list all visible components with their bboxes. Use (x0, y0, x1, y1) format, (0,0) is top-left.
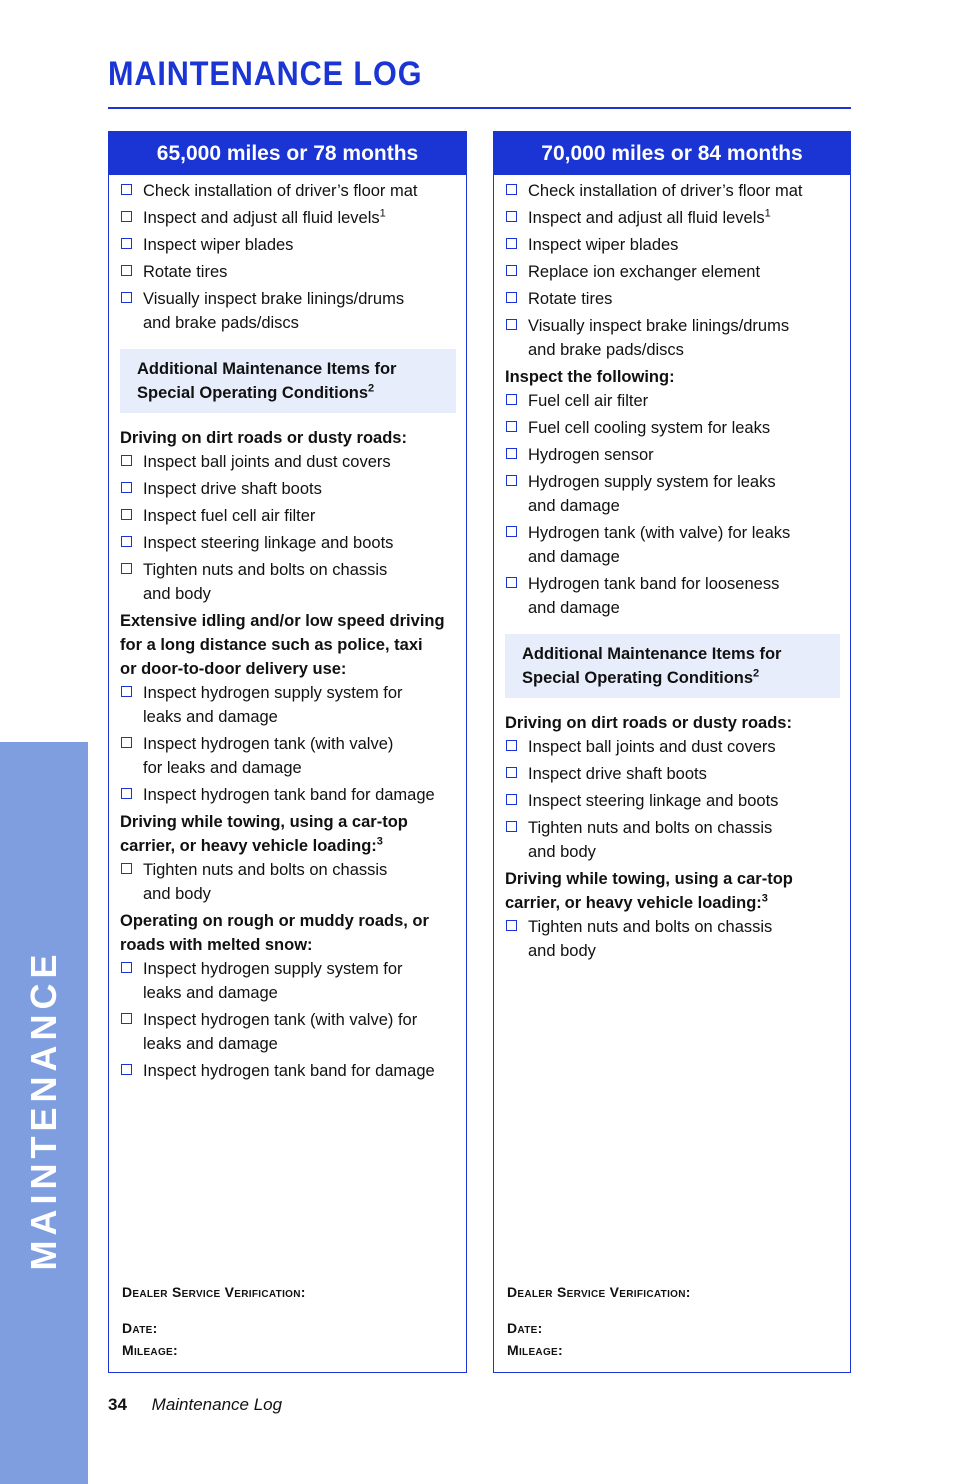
section-heading (120, 810, 456, 858)
checkbox[interactable] (506, 184, 517, 195)
checklist-item-text: Hydrogen tank (with valve) for leaks and damage (528, 524, 791, 566)
checklist-item (505, 179, 840, 203)
checklist-item (120, 287, 456, 335)
checklist-item (505, 206, 840, 230)
column-header: 70,000 miles or 84 months (494, 132, 850, 175)
checkbox[interactable] (506, 211, 517, 222)
checklist-item (505, 314, 840, 362)
checkbox[interactable] (121, 962, 132, 973)
footnote-marker: 1 (764, 207, 771, 220)
section-heading-text: Driving while towing, using a car-top carrier, or heavy vehicle loading: (505, 870, 793, 912)
checklist-item-text: Inspect ball joints and dust covers (528, 738, 776, 756)
section-heading (120, 426, 456, 450)
checklist-item-text: Inspect hydrogen tank (with valve) for leaks and damage (143, 735, 394, 777)
checklist-item-text: Inspect hydrogen tank (with valve) for leaks and damage (143, 1011, 418, 1053)
checklist-item (505, 789, 840, 813)
mileage-label: Mileage: (507, 1342, 563, 1358)
checklist-item-text: Inspect steering linkage and boots (143, 534, 394, 552)
checklist-item (120, 732, 456, 780)
checklist-item (505, 816, 840, 864)
checklist-item-text: Replace ion exchanger element (528, 263, 761, 281)
maintenance-column-70000 (493, 131, 851, 1373)
checklist-item (505, 735, 840, 759)
checkbox[interactable] (506, 265, 517, 276)
checklist-item (120, 681, 456, 729)
dealer-verification-block (507, 1284, 691, 1358)
footnote-marker: 3 (761, 892, 768, 905)
checkbox[interactable] (121, 265, 132, 276)
callout-text: Additional Maintenance Items for Special Operating Conditions (522, 645, 782, 687)
section-heading (505, 867, 840, 915)
checklist-item-text: Check installation of driver’s floor mat (143, 182, 418, 200)
checkbox[interactable] (121, 563, 132, 574)
checkbox[interactable] (121, 737, 132, 748)
checkbox[interactable] (506, 740, 517, 751)
column-body (494, 175, 850, 963)
checklist-item-text: Inspect wiper blades (143, 236, 294, 254)
checklist-item-text: Inspect drive shaft boots (143, 480, 322, 498)
section-heading-text: Driving on dirt roads or dusty roads: (120, 429, 407, 447)
checklist-item-text: Visually inspect brake linings/drums and brake pads/discs (143, 290, 405, 332)
checklist-item (120, 1008, 456, 1056)
checklist-item-text: Hydrogen sensor (528, 446, 654, 464)
checklist-item (505, 389, 840, 413)
checkbox[interactable] (506, 421, 517, 432)
section-heading (120, 609, 456, 681)
checklist-item-text: Inspect hydrogen tank band for damage (143, 1062, 435, 1080)
checkbox[interactable] (506, 794, 517, 805)
maintenance-column-65000 (108, 131, 467, 1373)
checklist-item (120, 558, 456, 606)
dealer-verification-label: Dealer Service Verification: (507, 1284, 691, 1300)
checkbox[interactable] (506, 526, 517, 537)
checklist-item-text: Inspect wiper blades (528, 236, 679, 254)
page-footer (108, 1395, 282, 1415)
checklist-item (120, 450, 456, 474)
special-conditions-callout (505, 634, 840, 698)
checklist-item-text: Tighten nuts and bolts on chassis and body (528, 819, 773, 861)
title-rule (108, 107, 851, 109)
checklist-item (120, 179, 456, 203)
checkbox[interactable] (121, 509, 132, 520)
column-header: 65,000 miles or 78 months (109, 132, 466, 175)
checklist-item-text: Fuel cell cooling system for leaks (528, 419, 771, 437)
checklist-item (505, 521, 840, 569)
checklist-item (505, 416, 840, 440)
checklist-item-text: Inspect ball joints and dust covers (143, 453, 391, 471)
checkbox[interactable] (506, 394, 517, 405)
checkbox[interactable] (506, 292, 517, 303)
checklist-item-text: Tighten nuts and bolts on chassis and body (528, 918, 773, 960)
dealer-verification-label: Dealer Service Verification: (122, 1284, 306, 1300)
checklist-item (505, 470, 840, 518)
checklist-item (120, 206, 456, 230)
checklist-item (505, 233, 840, 257)
checkbox[interactable] (121, 1064, 132, 1075)
checkbox[interactable] (121, 238, 132, 249)
checkbox[interactable] (121, 292, 132, 303)
checklist-item-text: Fuel cell air filter (528, 392, 649, 410)
checklist-item (120, 783, 456, 807)
section-heading-text: Operating on rough or muddy roads, or roads with melted snow: (120, 912, 429, 954)
checklist-item (120, 957, 456, 1005)
checkbox[interactable] (121, 863, 132, 874)
callout-text: Additional Maintenance Items for Special Operating Conditions (137, 360, 397, 402)
checkbox[interactable] (506, 319, 517, 330)
page-title: MAINTENANCE LOG (108, 55, 423, 93)
checklist-item-text: Inspect hydrogen tank band for damage (143, 786, 435, 804)
footnote-marker: 1 (379, 207, 386, 220)
checkbox[interactable] (121, 455, 132, 466)
section-heading (120, 909, 456, 957)
checklist-item-text: Tighten nuts and bolts on chassis and body (143, 561, 388, 603)
checklist-item-text: Check installation of driver’s floor mat (528, 182, 803, 200)
checklist-item-text: Inspect and adjust all fluid levels (528, 209, 765, 227)
checklist-item-text: Inspect hydrogen supply system for leaks and damage (143, 960, 403, 1002)
footnote-marker: 2 (753, 667, 760, 680)
checklist-item-text: Inspect fuel cell air filter (143, 507, 316, 525)
checklist-item (120, 1059, 456, 1083)
checklist-item-text: Tighten nuts and bolts on chassis and body (143, 861, 388, 903)
checkbox[interactable] (506, 448, 517, 459)
section-heading-text: Inspect the following: (505, 368, 675, 386)
checkbox[interactable] (121, 536, 132, 547)
date-label: Date: (507, 1320, 543, 1336)
checklist-item (120, 504, 456, 528)
checkbox[interactable] (121, 482, 132, 493)
section-heading-text: Driving on dirt roads or dusty roads: (505, 714, 792, 732)
section-heading (505, 365, 840, 389)
checklist-item (505, 915, 840, 963)
checkbox[interactable] (121, 686, 132, 697)
column-body (109, 175, 466, 1083)
checklist-item-text: Rotate tires (528, 290, 613, 308)
footnote-marker: 3 (376, 835, 383, 848)
footer-label: Maintenance Log (151, 1395, 283, 1414)
checklist-item (505, 260, 840, 284)
checklist-item-text: Visually inspect brake linings/drums and brake pads/discs (528, 317, 790, 359)
checklist-item-text: Hydrogen tank band for looseness and damage (528, 575, 780, 617)
checklist-item (120, 233, 456, 257)
section-heading (505, 711, 840, 735)
footnote-marker: 2 (368, 382, 375, 395)
checklist-item-text: Hydrogen supply system for leaks and damage (528, 473, 776, 515)
page-number: 34 (108, 1395, 127, 1414)
date-label: Date: (122, 1320, 158, 1336)
special-conditions-callout (120, 349, 456, 413)
checklist-item-text: Inspect drive shaft boots (528, 765, 707, 783)
checklist-item (120, 260, 456, 284)
checkbox[interactable] (121, 788, 132, 799)
checklist-item (505, 762, 840, 786)
checkbox[interactable] (506, 475, 517, 486)
checkbox[interactable] (121, 1013, 132, 1024)
checklist-item (120, 477, 456, 501)
checkbox[interactable] (506, 238, 517, 249)
checklist-item (120, 858, 456, 906)
checklist-item-text: Inspect steering linkage and boots (528, 792, 779, 810)
checkbox[interactable] (506, 821, 517, 832)
section-heading-text: Driving while towing, using a car-top carrier, or heavy vehicle loading: (120, 813, 408, 855)
side-tab-label: MAINTENANCE (23, 949, 64, 1271)
checklist-item (505, 443, 840, 467)
checklist-item-text: Inspect and adjust all fluid levels (143, 209, 380, 227)
mileage-label: Mileage: (122, 1342, 178, 1358)
dealer-verification-block (122, 1284, 306, 1358)
section-heading-text: Extensive idling and/or low speed driving for a long distance such as police, taxi or door-to-door delivery use: (120, 612, 445, 678)
checkbox[interactable] (506, 577, 517, 588)
checklist-item (505, 287, 840, 311)
checklist-item (505, 572, 840, 620)
checkbox[interactable] (506, 920, 517, 931)
checklist-item-text: Rotate tires (143, 263, 228, 281)
checklist-item-text: Inspect hydrogen supply system for leaks and damage (143, 684, 403, 726)
checklist-item (120, 531, 456, 555)
checkbox[interactable] (121, 184, 132, 195)
checkbox[interactable] (121, 211, 132, 222)
checkbox[interactable] (506, 767, 517, 778)
